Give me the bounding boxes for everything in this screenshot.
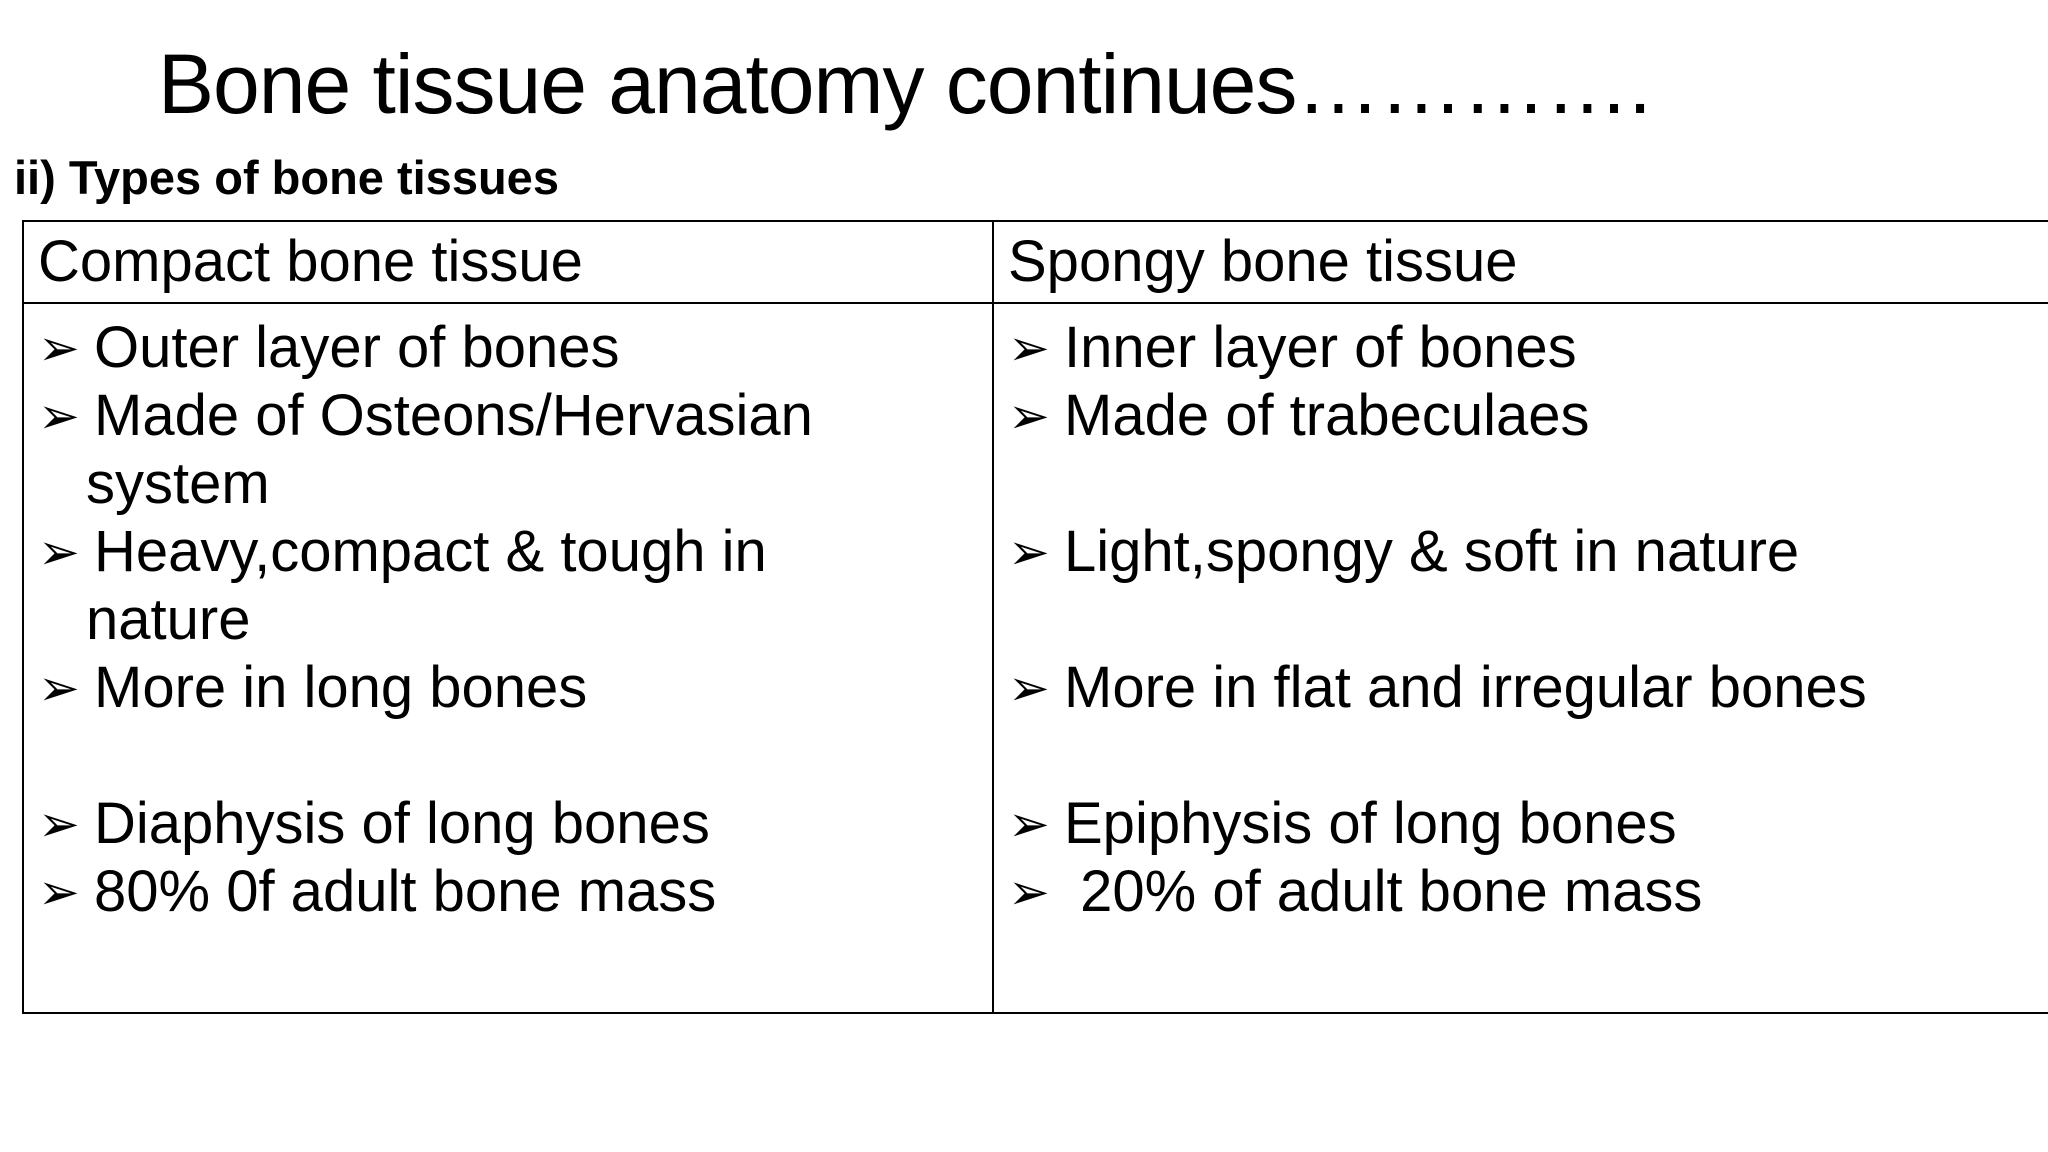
bullet-text: 20% of adult bone mass [1064, 859, 1703, 924]
arrow-bullet-icon: ➢ [1008, 319, 1050, 377]
compact-bullet-long-bones [38, 654, 982, 722]
comparison-table [22, 220, 2048, 1014]
bullet-text: More in long bones [94, 655, 588, 720]
spongy-bullet-trabeculae [1008, 382, 2048, 450]
section-subheading: ii) Types of bone tissues [14, 151, 559, 204]
compact-bullet-diaphysis [38, 790, 982, 858]
table-body-row [23, 303, 2048, 1013]
bullet-text-continuation: nature [86, 587, 251, 652]
blank-line [1008, 722, 2048, 790]
bullet-text: Made of Osteons/Hervasian [94, 383, 813, 448]
bullet-text: Light,spongy & soft in nature [1064, 519, 1800, 584]
compact-bullet-bone-mass [38, 858, 982, 926]
bullet-text: Outer layer of bones [94, 315, 620, 380]
bullet-text: More in flat and irregular bones [1064, 655, 1867, 720]
arrow-bullet-icon: ➢ [38, 319, 80, 377]
compact-bullet-outer-layer [38, 314, 982, 382]
spongy-bullet-list [1008, 314, 2048, 926]
arrow-bullet-icon: ➢ [38, 795, 80, 853]
spongy-bullet-inner-layer [1008, 314, 2048, 382]
spongy-bullet-light [1008, 518, 2048, 586]
compact-bullet-heavy [38, 518, 982, 654]
spongy-bullet-flat-bones [1008, 654, 2048, 722]
bullet-text: 80% 0f adult bone mass [94, 859, 717, 924]
arrow-bullet-icon: ➢ [38, 659, 80, 717]
table-header-row [23, 221, 2048, 303]
arrow-bullet-icon: ➢ [1008, 863, 1050, 921]
bullet-text: Diaphysis of long bones [94, 791, 710, 856]
compact-bone-cell [23, 303, 993, 1013]
bullet-text-continuation: system [86, 451, 270, 516]
arrow-bullet-icon: ➢ [1008, 387, 1050, 445]
arrow-bullet-icon: ➢ [1008, 659, 1050, 717]
arrow-bullet-icon: ➢ [1008, 795, 1050, 853]
compact-bullet-list [38, 314, 982, 926]
slide-title: Bone tissue anatomy continues…………. [158, 37, 1651, 131]
spongy-bone-cell [993, 303, 2048, 1013]
blank-line [1008, 586, 2048, 654]
blank-line [38, 722, 982, 790]
bullet-text: Heavy,compact & tough in [94, 519, 767, 584]
bullet-text: Inner layer of bones [1064, 315, 1577, 380]
arrow-bullet-icon: ➢ [1008, 523, 1050, 581]
blank-line [1008, 450, 2048, 518]
arrow-bullet-icon: ➢ [38, 863, 80, 921]
header-compact-bone-tissue: Compact bone tissue [23, 221, 993, 303]
bullet-text: Made of trabeculaes [1064, 383, 1590, 448]
bullet-text: Epiphysis of long bones [1064, 791, 1677, 856]
spongy-bullet-epiphysis [1008, 790, 2048, 858]
spongy-bullet-bone-mass [1008, 858, 2048, 926]
header-spongy-bone-tissue: Spongy bone tissue [993, 221, 2048, 303]
arrow-bullet-icon: ➢ [38, 523, 80, 581]
arrow-bullet-icon: ➢ [38, 387, 80, 445]
compact-bullet-osteons [38, 382, 982, 518]
